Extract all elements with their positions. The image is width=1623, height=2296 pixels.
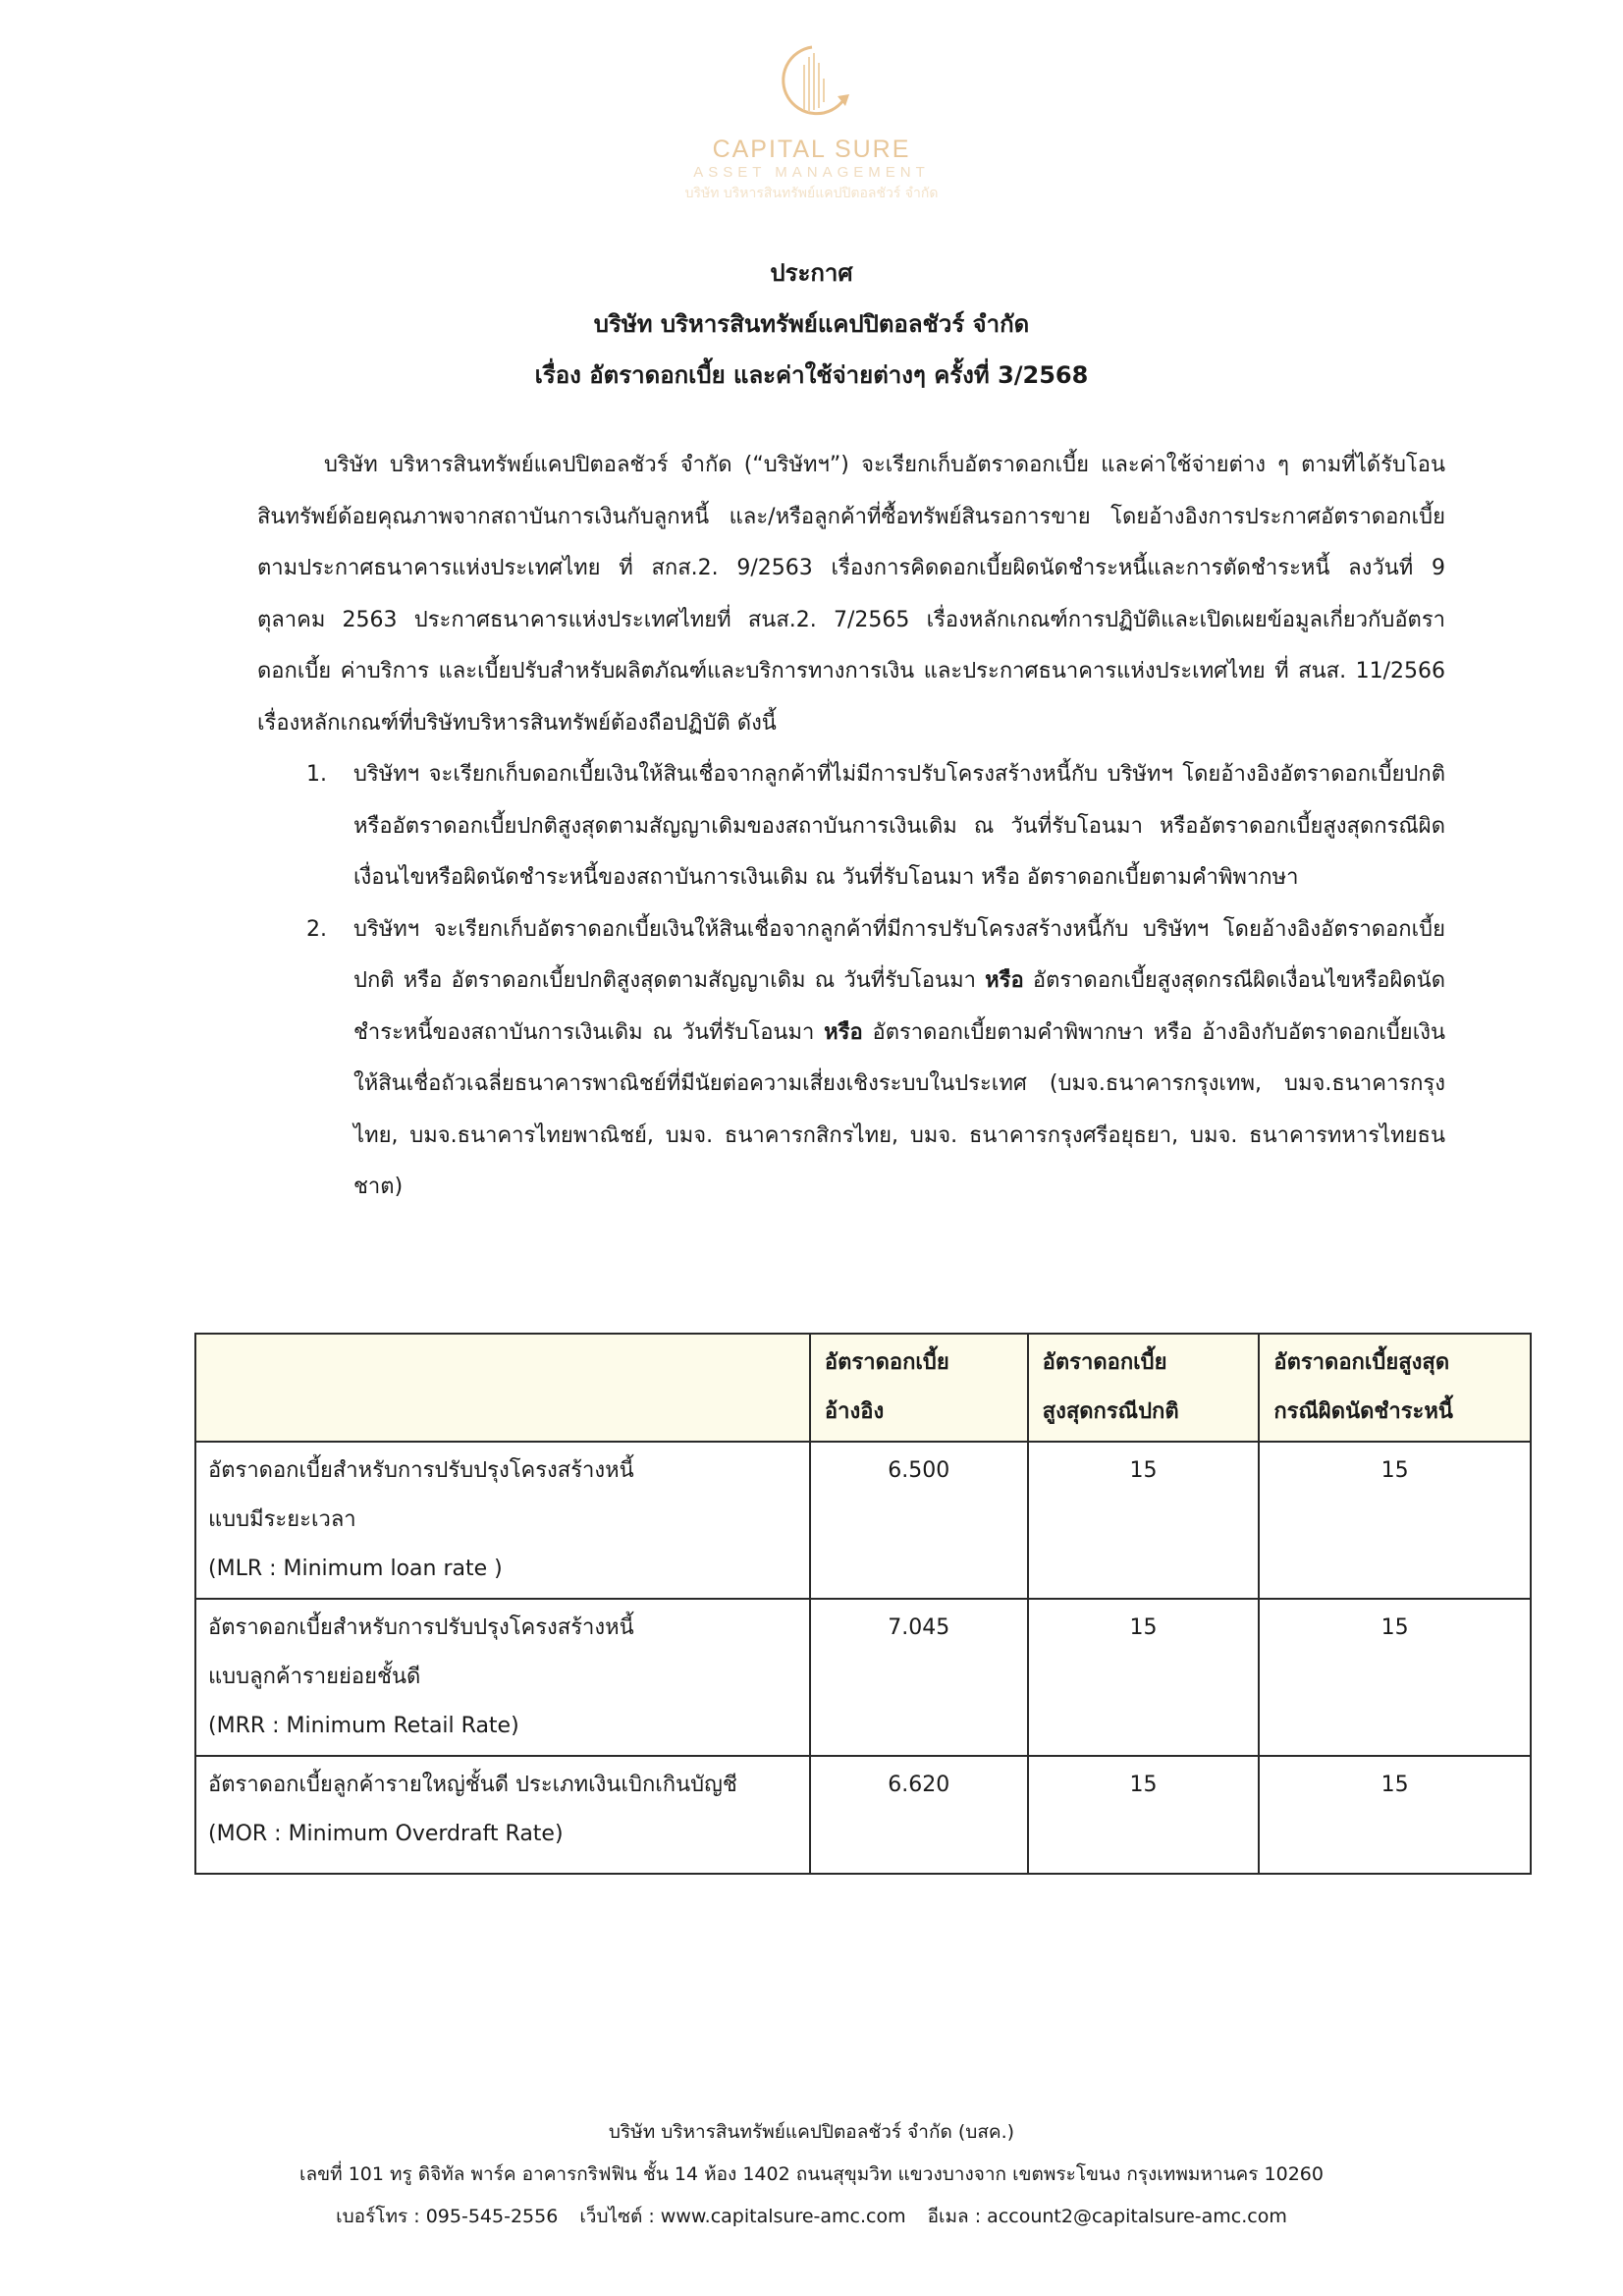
table-row (195, 1442, 1531, 1599)
max-default-rate-value: 15 (1259, 1756, 1531, 1874)
rate-label-line: (MOR : Minimum Overdraft Rate) (208, 1822, 564, 1846)
list-item-bold-or: หรือ (824, 1019, 863, 1045)
list-item-text-part: บริษัทฯ จะเรียกเก็บอัตราดอกเบี้ยเงินให้สินเชื่อจากลูกค้าที่มีการปรับโครงสร้างหนี้กับ บริษัทฯ โดยอ้างอิงอัตราดอกเบี้ยปกติ หรือ อัตราดอกเบี้ยปกติสูงสุดตามสัญญาเดิม ณ วันที่รับโอนมา (353, 916, 1445, 993)
header-reference-rate (810, 1334, 1028, 1442)
building-arrow-circle-logo-icon (773, 39, 851, 130)
logo-subtitle: ASSET MANAGEMENT (693, 164, 930, 181)
list-item-text-part: อัตราดอกเบี้ยตามคำพิพากษา หรือ อ้างอิงกับอัตราดอกเบี้ยเงินให้สินเชื่อถัวเฉลี่ยธนาคารพาณิชย์ที่มีนัยต่อความเสี่ยงเชิงระบบในประเทศ (บมจ.ธนาคารกรุงเทพ, บมจ.ธนาคารกรุงไทย, บมจ.ธนาคารไทยพาณิชย์, บมจ. ธนาคารกสิกรไทย, บมจ. ธนาคารกรุงศรีอยุธยา, บมจ. ธนาคารทหารไทยธนชาต) (353, 1019, 1445, 1199)
header-line: อัตราดอกเบี้ยสูงสุด (1273, 1350, 1450, 1375)
title-line-2: บริษัท บริหารสินทรัพย์แคปปิตอลชัวร์ จำกัด (593, 310, 1030, 338)
header-max-default-rate (1259, 1334, 1531, 1442)
list-item (306, 904, 1445, 1214)
rate-label-cell (195, 1442, 810, 1599)
list-item-text (353, 904, 1445, 1214)
announcement-body (257, 440, 1445, 1214)
header-cell-empty (195, 1334, 810, 1442)
rate-label-line: อัตราดอกเบี้ยสำหรับการปรับปรุงโครงสร้างหนี้ (208, 1615, 634, 1640)
footer-address: เลขที่ 101 ทรู ดิจิทัล พาร์ค อาคารกริฟฟิน ชั้น 14 ห้อง 1402 ถนนสุขุมวิท แขวงบางจาก เขตพระโขนง กรุงเทพมหานคร 10260 (299, 2163, 1324, 2185)
rate-label-cell (195, 1756, 810, 1874)
footer-website-link[interactable]: เว็บไซต์ : www.capitalsure-amc.com (579, 2206, 906, 2227)
page-footer (0, 2111, 1623, 2238)
footer-company: บริษัท บริหารสินทรัพย์แคปปิตอลชัวร์ จำกัด (บสค.) (608, 2121, 1015, 2143)
logo-name: CAPITAL SURE (712, 136, 911, 163)
table-row (195, 1599, 1531, 1756)
reference-rate-value: 6.500 (810, 1442, 1028, 1599)
reference-rate-value: 7.045 (810, 1599, 1028, 1756)
list-item-text: บริษัทฯ จะเรียกเก็บดอกเบี้ยเงินให้สินเชื่อจากลูกค้าที่ไม่มีการปรับโครงสร้างหนี้กับ บริษัทฯ โดยอ้างอิงอัตราดอกเบี้ยปกติ หรืออัตราดอกเบี้ยปกติสูงสุดตามสัญญาเดิมของสถาบันการเงินเดิม ณ วันที่รับโอนมา หรืออัตราดอกเบี้ยสูงสุดกรณีผิดเงื่อนไขหรือผิดนัดชำระหนี้ของสถาบันการเงินเดิม ณ วันที่รับโอนมา หรือ อัตราดอกเบี้ยตามคำพิพากษา (353, 762, 1445, 890)
logo-thai-name: บริษัท บริหารสินทรัพย์แคปปิตอลชัวร์ จำกัด (684, 186, 939, 201)
header-line: อ้างอิง (824, 1399, 885, 1424)
rate-label-cell (195, 1599, 810, 1756)
header-line: อัตราดอกเบี้ย (824, 1350, 949, 1375)
intro-paragraph: บริษัท บริหารสินทรัพย์แคปปิตอลชัวร์ จำกัด (“บริษัทฯ”) จะเรียกเก็บอัตราดอกเบี้ย และค่าใช้จ่ายต่าง ๆ ตามที่ได้รับโอนสินทรัพย์ด้อยคุณภาพจากสถาบันการเงินกับลูกหนี้ และ/หรือลูกค้าที่ซื้อทรัพย์สินรอการขาย โดยอ้างอิงการประกาศอัตราดอกเบี้ยตามประกาศธนาคารแห่งประเทศไทย ที่ สกส.2. 9/2563 เรื่องการคิดดอกเบี้ยผิดนัดชำระหนี้และการตัดชำระหนี้ ลงวันที่ 9 ตุลาคม 2563 ประกาศธนาคารแห่งประเทศไทยที่ สนส.2. 7/2565 เรื่องหลักเกณฑ์การปฏิบัติและเปิดเผยข้อมูลเกี่ยวกับอัตราดอกเบี้ย ค่าบริการ และเบี้ยปรับสำหรับผลิตภัณฑ์และบริการทางการเงิน และประกาศธนาคารแห่งประเทศไทย ที่ สนส. 11/2566 เรื่องหลักเกณฑ์ที่บริษัทบริหารสินทรัพย์ต้องถือปฏิบัติ ดังนี้ (257, 453, 1445, 736)
title-line-3: เรื่อง อัตราดอกเบี้ย และค่าใช้จ่ายต่างๆ ครั้งที่ 3/2568 (534, 361, 1089, 389)
max-normal-rate-value: 15 (1028, 1442, 1260, 1599)
company-logo (0, 39, 1623, 204)
rate-label-line: อัตราดอกเบี้ยลูกค้ารายใหญ่ชั้นดี ประเภทเงินเบิกเกินบัญชี (208, 1773, 737, 1797)
list-item-bold-or: หรือ (985, 968, 1024, 993)
header-line: กรณีผิดนัดชำระหนี้ (1273, 1399, 1453, 1424)
rate-label-line: (MLR : Minimum loan rate ) (208, 1557, 503, 1581)
footer-contact (0, 2196, 1623, 2238)
header-line: อัตราดอกเบี้ย (1042, 1350, 1167, 1375)
footer-email-link[interactable]: อีเมล : account2@capitalsure-amc.com (927, 2206, 1287, 2227)
max-default-rate-value: 15 (1259, 1442, 1531, 1599)
list-item-number: 2. (306, 916, 327, 942)
max-normal-rate-value: 15 (1028, 1756, 1260, 1874)
max-normal-rate-value: 15 (1028, 1599, 1260, 1756)
list-item-text-part: อัตราดอกเบี้ยสูงสุดกรณีผิดเงื่อนไขหรือผิดนัดชำระหนี้ของสถาบันการเงินเดิม ณ วันที่รับโอนมา (353, 968, 1445, 1045)
rate-label-line: (MRR : Minimum Retail Rate) (208, 1714, 519, 1738)
list-item-number: 1. (306, 762, 327, 787)
interest-rate-table (194, 1333, 1532, 1875)
footer-phone: เบอร์โทร : 095-545-2556 (336, 2206, 559, 2227)
reference-rate-value: 6.620 (810, 1756, 1028, 1874)
max-default-rate-value: 15 (1259, 1599, 1531, 1756)
header-line: สูงสุดกรณีปกติ (1042, 1399, 1179, 1424)
table-header-row (195, 1334, 1531, 1442)
title-line-1: ประกาศ (770, 259, 853, 287)
announcement-title (0, 247, 1623, 401)
rate-label-line: อัตราดอกเบี้ยสำหรับการปรับปรุงโครงสร้างหนี้ (208, 1458, 634, 1483)
rate-label-line: แบบลูกค้ารายย่อยชั้นดี (208, 1665, 421, 1689)
table-row (195, 1756, 1531, 1874)
list-item (306, 749, 1445, 904)
rate-label-line: แบบมีระยะเวลา (208, 1507, 356, 1532)
header-max-normal-rate (1028, 1334, 1260, 1442)
